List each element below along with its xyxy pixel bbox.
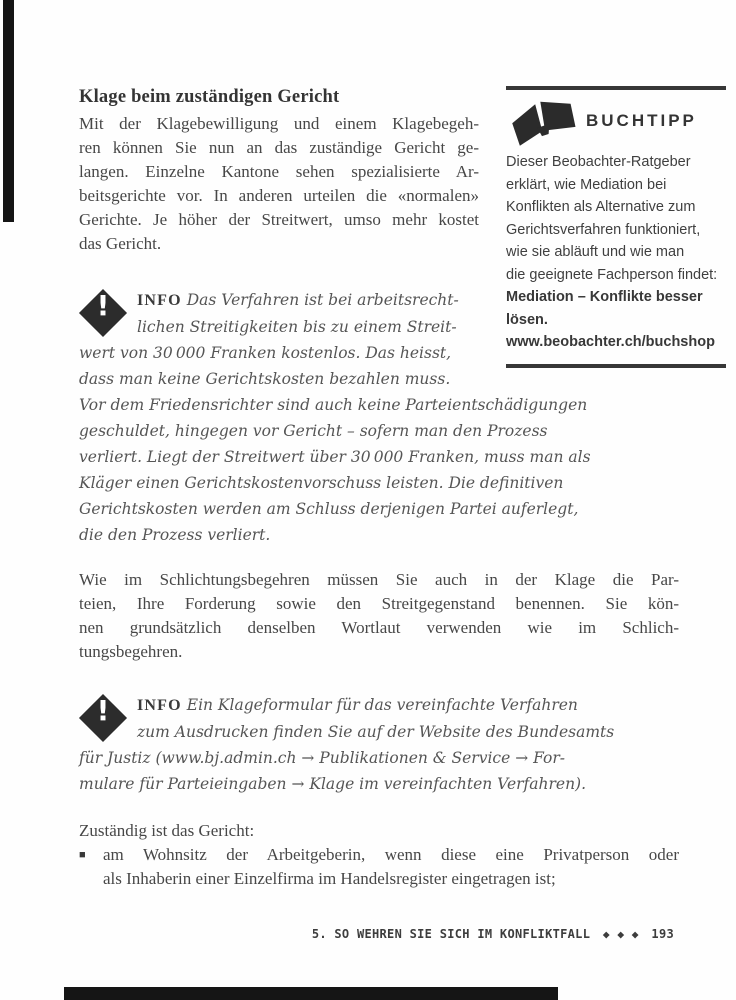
- text-line: die geeignete Fachperson findet:: [506, 266, 718, 283]
- buchtipp-shop-url: www.beobachter.ch/buchshop: [506, 334, 715, 350]
- buchtipp-title: BUCHTIPP: [586, 111, 697, 130]
- paragraph-2: [79, 568, 679, 664]
- info-first-line: INFO Das Verfahren ist bei arbeitsrecht-: [137, 291, 459, 309]
- text-line: ren können Sie nun an das zuständige Gericht ge-: [79, 138, 479, 157]
- text-line: geschuldet, hingegen vor Gericht – sofern man den Prozess: [79, 422, 548, 440]
- info-label: INFO: [137, 697, 182, 714]
- text-line: lösen.: [506, 311, 548, 328]
- text-line: das Gericht.: [79, 234, 162, 253]
- text-line: lichen Streitigkeiten bis zu einem Streit-: [137, 318, 457, 336]
- text-line: Wie im Schlichtungsbegehren müssen Sie auch in der Klage die Par-: [79, 570, 679, 589]
- bullet-item: [79, 843, 679, 891]
- section-heading: Klage beim zuständigen Gericht: [79, 87, 340, 107]
- bullet-square-marker: ■: [79, 849, 86, 861]
- page-footer: [312, 927, 674, 941]
- text-line: für Justiz (www.bj.admin.ch → Publikationen & Service → For-: [79, 749, 565, 767]
- text-line: wie sie abläuft und wie man: [506, 244, 685, 260]
- footer-chapter: 5. SO WEHREN SIE SICH IM KONFLIKTFALL: [311, 927, 591, 941]
- info-text: [79, 719, 679, 797]
- text-line: Konflikten als Alternative zum: [506, 199, 696, 215]
- text-line: Gerichtskosten werden am Schluss derjenigen Partei auferlegt,: [79, 500, 579, 518]
- text-line: Gerichtsverfahren funktioniert,: [506, 221, 701, 238]
- text-line: Mediation – Konflikte besser: [506, 289, 703, 305]
- text-line: erklärt, wie Mediation bei: [506, 176, 667, 193]
- text-line: langen. Einzelne Kantone sehen spezialisierte Ar-: [79, 162, 479, 181]
- footer-diamond-separators: ◆ ◆ ◆: [602, 927, 639, 941]
- text-line: Dieser Beobachter-Ratgeber: [506, 154, 691, 170]
- info-first-line: INFO Ein Klageformular für das vereinfachte Verfahren: [137, 696, 578, 714]
- text-line: Kläger einen Gerichtskostenvorschuss leisten. Die definitiven: [79, 474, 564, 492]
- text-line: Mit der Klagebewilligung und einem Klagebegeh-: [79, 114, 479, 133]
- info-exclamation-diamond-icon: [79, 289, 127, 337]
- info-exclamation-diamond-icon: [79, 694, 127, 742]
- main-text-column: [79, 86, 679, 891]
- text-line: zum Ausdrucken finden Sie auf der Website des Bundesamts: [137, 723, 615, 741]
- info-box-1: [79, 287, 679, 548]
- text-line: beitsgerichte vor. In anderen urteilen die «normalen»: [79, 186, 479, 205]
- text-line: die den Prozess verliert.: [79, 526, 271, 544]
- paragraph-3: [79, 819, 679, 891]
- text-line: dass man keine Gerichtskosten bezahlen muss.: [79, 370, 451, 388]
- info-label: INFO: [137, 292, 182, 309]
- text-line: mulare für Parteieingaben → Klage im vereinfachten Verfahren).: [79, 775, 587, 793]
- text-line: teien, Ihre Forderung sowie den Streitgegenstand benennen. Sie kön-: [79, 594, 679, 613]
- text-line: am Wohnsitz der Arbeitgeberin, wenn diese eine Privatperson oder: [103, 845, 679, 864]
- text-line: verliert. Liegt der Streitwert über 30 000 Franken, muss man als: [79, 448, 591, 466]
- bullet-text: [103, 843, 679, 891]
- text-line: Vor dem Friedensrichter sind auch keine Parteientschädigungen: [79, 396, 588, 414]
- text-line: wert von 30 000 Franken kostenlos. Das heisst,: [79, 344, 452, 362]
- footer-page-number: 193: [651, 927, 674, 941]
- exclamation-glyph: !: [96, 694, 110, 727]
- scan-artifact-left-bar: [3, 0, 14, 222]
- paragraph-1: [79, 112, 479, 256]
- text-line: nen grundsätzlich denselben Wortlaut verwenden wie im Schlich-: [79, 618, 679, 637]
- paragraph-3-intro: Zuständig ist das Gericht:: [79, 821, 255, 840]
- info-box-2: [79, 692, 679, 797]
- text-line: Gerichte. Je höher der Streitwert, umso mehr kostet: [79, 210, 479, 229]
- exclamation-glyph: !: [96, 289, 110, 322]
- text-line: tungsbegehren.: [79, 642, 183, 661]
- info-text: [79, 314, 679, 548]
- text-line: als Inhaberin einer Einzelfirma im Handelsregister eingetragen ist;: [103, 869, 556, 888]
- scan-artifact-bottom-bar: [64, 987, 558, 1000]
